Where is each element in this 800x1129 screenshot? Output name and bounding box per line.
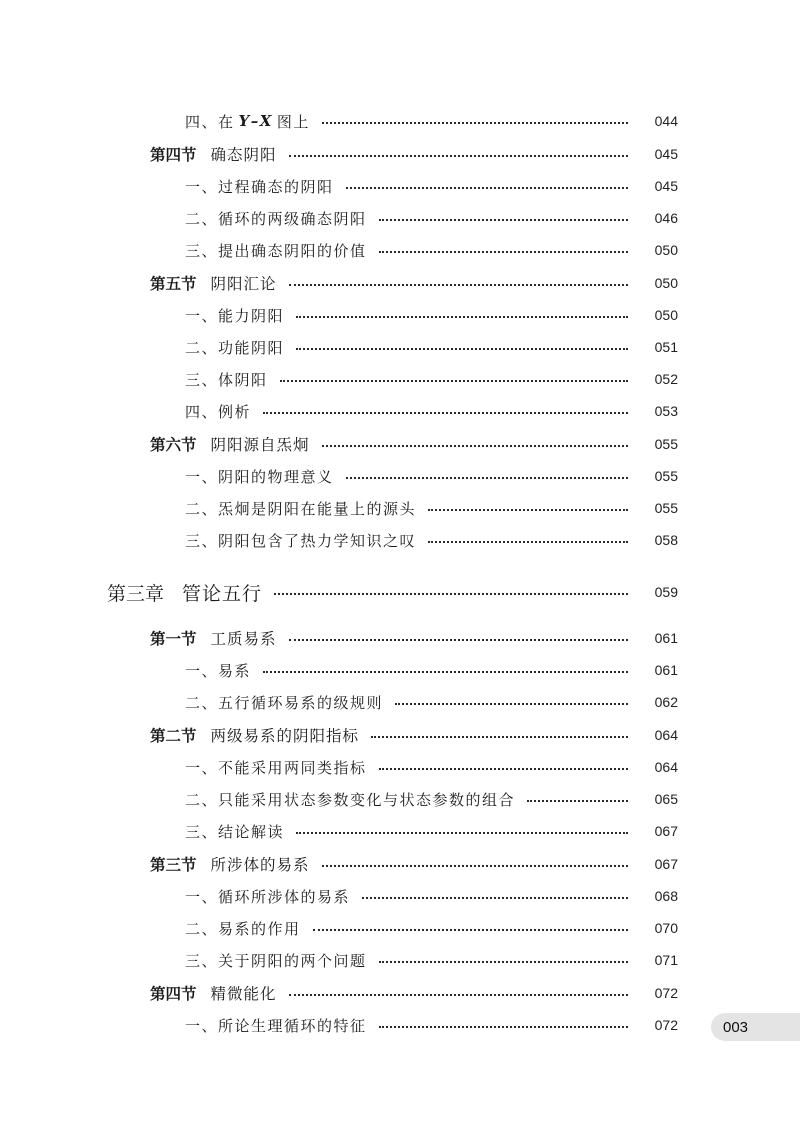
entry-text: 一、不能采用两同类指标 [185, 758, 367, 777]
entry-text: 一、能力阴阳 [185, 306, 285, 325]
section-title: 两级易系的阴阳指标 [210, 728, 360, 745]
entry-text: 一、所论生理循环的特征 [185, 1016, 367, 1035]
entry-title [185, 208, 367, 229]
section-number: 第四节 [150, 986, 197, 1003]
page-ref: 050 [654, 242, 678, 258]
entry-title [185, 466, 334, 487]
page-ref: 045 [654, 178, 678, 194]
page-ref: 064 [654, 727, 678, 743]
toc-sub-entry[interactable] [0, 785, 800, 813]
entry-title [150, 724, 359, 746]
dot-leader [322, 122, 628, 124]
entry-title [185, 530, 416, 551]
entry-text: 二、五行循环易系的级规则 [185, 693, 384, 712]
dot-leader [379, 961, 628, 963]
dot-leader [346, 477, 628, 479]
entry-title [185, 918, 301, 939]
section-number: 第五节 [150, 276, 197, 293]
toc-sub-entry[interactable] [0, 656, 800, 684]
section-number: 第六节 [150, 437, 197, 454]
dot-leader [289, 155, 628, 157]
entry-text: 二、循环的两级确态阴阳 [185, 209, 367, 228]
dot-leader [313, 929, 628, 931]
entry-title [150, 143, 277, 165]
dot-leader [263, 671, 628, 673]
entry-title [150, 982, 277, 1004]
entry-text: 一、过程确态的阴阳 [185, 177, 334, 196]
toc-sub-entry[interactable] [0, 462, 800, 490]
section-number: 第三节 [150, 857, 197, 874]
section-number: 第二节 [150, 728, 197, 745]
toc-sub-entry[interactable] [0, 301, 800, 329]
chapter-title: 管论五行 [182, 583, 263, 605]
section-title: 精微能化 [210, 986, 277, 1003]
toc-section-entry[interactable] [0, 721, 800, 749]
toc-sub-entry[interactable] [0, 817, 800, 845]
dot-leader [395, 703, 628, 705]
dot-leader [289, 994, 628, 996]
section-title: 阴阳汇论 [210, 276, 277, 293]
entry-title [185, 660, 251, 681]
entry-title [185, 369, 268, 390]
entry-title [150, 853, 310, 875]
entry-title [185, 111, 310, 132]
page-ref: 045 [654, 146, 678, 162]
dot-leader [379, 219, 628, 221]
toc-sub-entry[interactable] [0, 494, 800, 522]
toc-sub-entry[interactable] [0, 753, 800, 781]
dot-leader [527, 800, 628, 802]
dot-leader [296, 348, 628, 350]
entry-title [185, 498, 416, 519]
page-ref: 044 [654, 113, 678, 129]
entry-title [185, 886, 350, 907]
toc-sub-entry[interactable] [0, 333, 800, 361]
section-title: 工质易系 [210, 631, 277, 648]
page-ref: 062 [654, 694, 678, 710]
toc-chapter-entry[interactable] [0, 578, 800, 606]
dot-leader [296, 316, 628, 318]
entry-text: 二、功能阴阳 [185, 338, 285, 357]
toc-sub-entry[interactable] [0, 236, 800, 264]
page-ref: 064 [654, 759, 678, 775]
entry-text: 一、易系 [185, 661, 252, 680]
page-number-tab [711, 1013, 800, 1041]
entry-text: 二、只能采用状态参数变化与状态参数的组合 [185, 790, 516, 809]
toc-sub-entry[interactable] [0, 204, 800, 232]
page-ref: 051 [654, 339, 678, 355]
entry-text: 三、关于阴阳的两个问题 [185, 951, 367, 970]
dot-leader [379, 768, 628, 770]
toc-section-entry[interactable] [0, 269, 800, 297]
page-ref: 058 [654, 532, 678, 548]
section-title: 确态阴阳 [210, 147, 277, 164]
toc-sub-entry[interactable] [0, 397, 800, 425]
page-ref: 059 [654, 584, 678, 600]
page-ref: 055 [654, 500, 678, 516]
entry-text: 三、阴阳包含了热力学知识之叹 [185, 531, 417, 550]
entry-text: 四、在 [185, 112, 235, 131]
chapter-number: 第三章 [107, 583, 165, 605]
entry-title [185, 401, 251, 422]
entry-title [150, 433, 310, 455]
page-ref: 046 [654, 210, 678, 226]
entry-title [185, 1015, 367, 1036]
dot-leader [379, 1026, 628, 1028]
page-ref: 067 [654, 823, 678, 839]
page-ref: 061 [654, 662, 678, 678]
entry-text: 二、易系的作用 [185, 919, 301, 938]
toc-section-entry[interactable] [0, 979, 800, 1007]
page-ref: 061 [654, 630, 678, 646]
entry-title [185, 950, 367, 971]
dot-leader [428, 509, 628, 511]
entry-text: 三、结论解读 [185, 822, 285, 841]
toc-sub-entry[interactable] [0, 172, 800, 200]
entry-title [185, 337, 284, 358]
dot-leader [263, 412, 628, 414]
entry-title [185, 692, 383, 713]
toc-section-entry[interactable] [0, 624, 800, 652]
toc-sub-entry[interactable] [0, 914, 800, 942]
toc-section-entry[interactable] [0, 850, 800, 878]
entry-text: 二、炁炯是阴阳在能量上的源头 [185, 499, 417, 518]
page-ref: 050 [654, 275, 678, 291]
page-ref: 068 [654, 888, 678, 904]
section-number: 第四节 [150, 147, 197, 164]
toc-section-entry[interactable] [0, 430, 800, 458]
toc-sub-entry[interactable] [0, 688, 800, 716]
section-title: 阴阳源自炁炯 [210, 437, 310, 454]
page-ref: 055 [654, 468, 678, 484]
entry-title [185, 789, 515, 810]
entry-variable: Y–X [238, 112, 273, 130]
dot-leader [371, 736, 628, 738]
entry-text: 一、循环所涉体的易系 [185, 887, 351, 906]
dot-leader [296, 832, 628, 834]
entry-text: 三、体阴阳 [185, 370, 268, 389]
entry-title [185, 821, 284, 842]
toc-sub-entry[interactable] [0, 1011, 800, 1039]
toc-sub-entry[interactable] [0, 882, 800, 910]
section-title: 所涉体的易系 [210, 857, 310, 874]
dot-leader [379, 251, 628, 253]
entry-title [185, 240, 367, 261]
dot-leader [346, 187, 628, 189]
section-number: 第一节 [150, 631, 197, 648]
toc-sub-entry[interactable] [0, 107, 800, 135]
page-ref: 071 [654, 952, 678, 968]
page-number: 003 [723, 1018, 749, 1036]
toc-sub-entry[interactable] [0, 365, 800, 393]
entry-text: 一、阴阳的物理意义 [185, 467, 334, 486]
toc-sub-entry[interactable] [0, 526, 800, 554]
dot-leader [322, 865, 628, 867]
dot-leader [322, 445, 628, 447]
dot-leader [280, 380, 628, 382]
page-ref: 065 [654, 791, 678, 807]
entry-text: 四、例析 [185, 402, 252, 421]
entry-text: 三、提出确态阴阳的价值 [185, 241, 367, 260]
entry-suffix: 图上 [276, 112, 310, 131]
dot-leader [289, 284, 628, 286]
page-ref: 072 [654, 1017, 678, 1033]
page-ref: 070 [654, 920, 678, 936]
entry-title [185, 305, 284, 326]
page-ref: 055 [654, 436, 678, 452]
dot-leader [362, 897, 628, 899]
dot-leader [274, 593, 628, 595]
entry-title [107, 579, 262, 606]
dot-leader [289, 639, 628, 641]
toc-sub-entry[interactable] [0, 946, 800, 974]
entry-title [185, 757, 367, 778]
page-ref: 053 [654, 403, 678, 419]
page-ref: 052 [654, 371, 678, 387]
dot-leader [428, 541, 628, 543]
entry-title [185, 176, 334, 197]
toc-section-entry[interactable] [0, 140, 800, 168]
entry-title [150, 272, 277, 294]
entry-title [150, 627, 277, 649]
page-ref: 067 [654, 856, 678, 872]
page-ref: 072 [654, 985, 678, 1001]
page-ref: 050 [654, 307, 678, 323]
